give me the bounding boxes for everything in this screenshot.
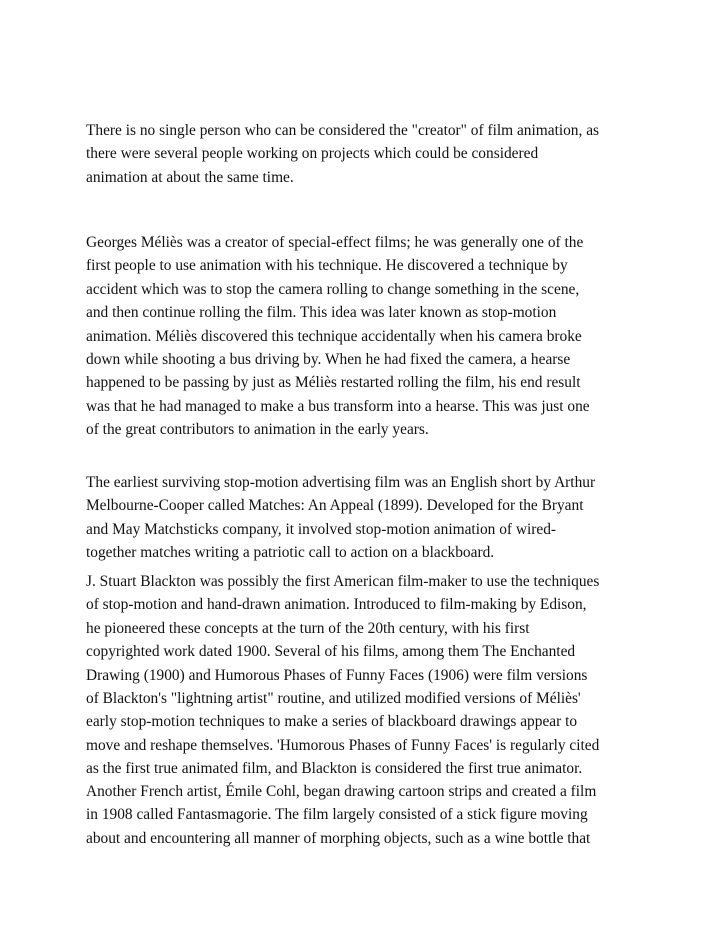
text-line: and then continue rolling the film. This idea was later known as stop-motion	[86, 304, 557, 322]
text-line: happened to be passing by just as Méliès restarted rolling the film, his end result	[86, 374, 581, 392]
text-line: there were several people working on projects which could be considered	[86, 145, 539, 163]
text-line: animation at about the same time.	[86, 168, 294, 186]
text-line: first people to use animation with his technique. He discovered a technique by	[86, 257, 568, 275]
text-line: down while shooting a bus driving by. When he had fixed the camera, a hearse	[86, 350, 571, 368]
text-line: about and encountering all manner of morphing objects, such as a wine bottle that	[86, 829, 591, 847]
paragraph-melies	[86, 231, 646, 442]
paragraph-intro	[86, 119, 646, 189]
text-line: in 1908 called Fantasmagorie. The film largely consisted of a stick figure moving	[86, 806, 588, 824]
text-line: move and reshape themselves. 'Humorous Phases of Funny Faces' is regularly cited	[86, 736, 600, 754]
text-line: J. Stuart Blackton was possibly the first American film-maker to use the techniques	[86, 573, 600, 590]
text-line: Another French artist, Émile Cohl, began drawing cartoon strips and created a film	[86, 783, 597, 800]
text-line: of stop-motion and hand-drawn animation. Introduced to film-making by Edison,	[86, 596, 587, 614]
text-line: There is no single person who can be considered the "creator" of film animation, as	[86, 122, 600, 139]
text-line: and May Matchsticks company, it involved stop-motion animation of wired-	[86, 520, 557, 538]
text-line: was that he had managed to make a bus transform into a hearse. This was just one	[86, 397, 590, 415]
text-line: as the first true animated film, and Blackton is considered the first true animator.	[86, 760, 583, 778]
text-line: Georges Méliès was a creator of special-effect films; he was generally one of the	[86, 234, 584, 251]
text-line: Melbourne-Cooper called Matches: An Appeal (1899). Developed for the Bryant	[86, 497, 584, 515]
text-line: of the great contributors to animation in the early years.	[86, 421, 429, 439]
text-line: accident which was to stop the camera rolling to change something in the scene,	[86, 280, 580, 298]
paragraph-matches	[86, 471, 646, 565]
text-line: together matches writing a patriotic call to action on a blackboard.	[86, 544, 495, 562]
text-line: he pioneered these concepts at the turn of the 20th century, with his first	[86, 619, 530, 637]
paragraph-blackton	[86, 570, 646, 781]
text-line: Drawing (1900) and Humorous Phases of Funny Faces (1906) were film versions	[86, 666, 588, 684]
text-line: of Blackton's "lightning artist" routine, and utilized modified versions of Méliès'	[86, 689, 581, 707]
text-line: The earliest surviving stop-motion advertising film was an English short by Arthur	[86, 474, 596, 491]
text-line: early stop-motion techniques to make a series of blackboard drawings appear to	[86, 713, 578, 731]
text-line: animation. Méliès discovered this technique accidentally when his camera broke	[86, 327, 582, 345]
paragraph-cohl	[86, 780, 646, 850]
text-line: copyrighted work dated 1900. Several of his films, among them The Enchanted	[86, 643, 576, 661]
